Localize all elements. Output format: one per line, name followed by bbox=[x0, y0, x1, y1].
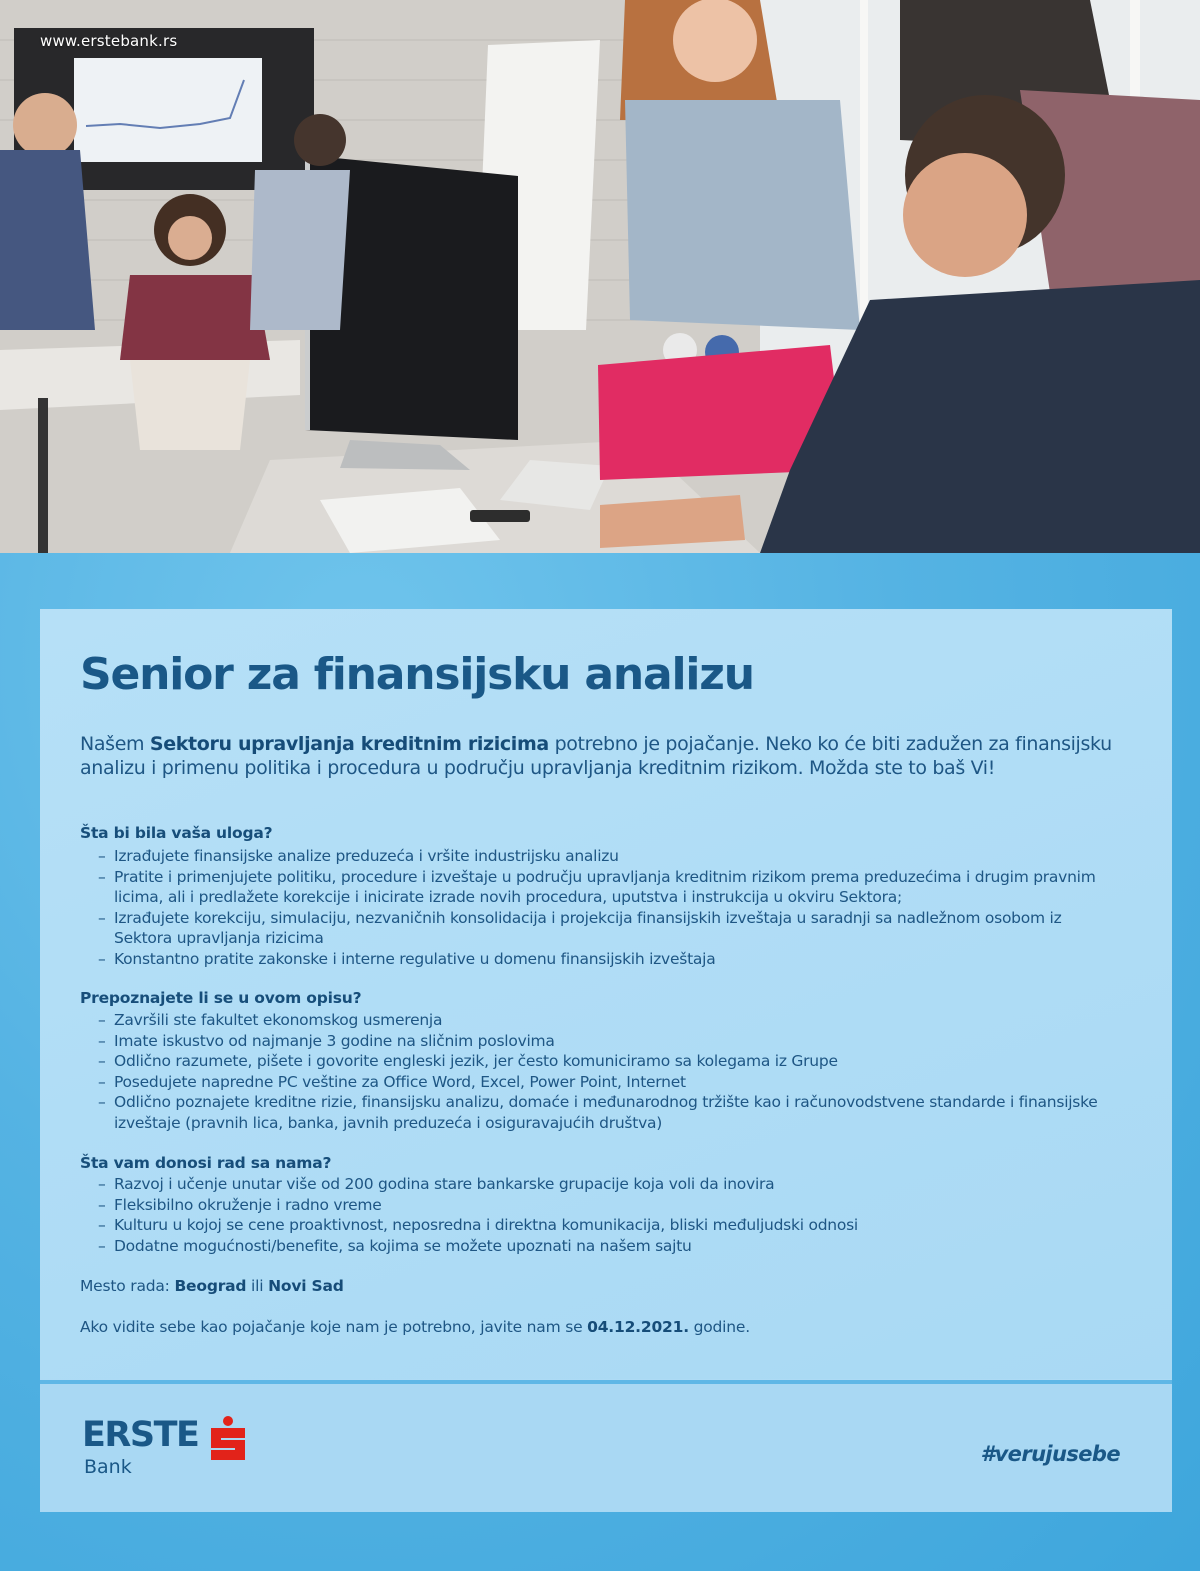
list-item: – Posedujete napredne PC veštine za Office Word, Excel, Power Point, Internet bbox=[80, 1072, 1120, 1093]
list-item: – Izrađujete finansijske analize preduzeća i vršite industrijsku analizu bbox=[80, 846, 1120, 867]
benefits-list bbox=[80, 1174, 1120, 1256]
list-item: – Kulturu u kojoj se cene proaktivnost, neposredna i direktna komunikacija, bliski međuljudski odnosi bbox=[80, 1215, 1120, 1236]
location-city-belgrade: Beograd bbox=[174, 1277, 247, 1295]
list-item: – Izrađujete korekciju, simulaciju, nezvaničnih konsolidacija i projekcija finansijskih izveštaja u saradnji sa nadležnom osobom iz Sektora upravljanja rizicima bbox=[80, 908, 1120, 949]
list-item: – Odlično razumete, pišete i govorite engleski jezik, jer često komuniciramo sa kolegama iz Grupe bbox=[80, 1051, 1120, 1072]
erste-s-icon bbox=[207, 1416, 249, 1462]
role-list bbox=[80, 846, 1120, 969]
location-label: Mesto rada: bbox=[80, 1277, 175, 1295]
location-city-novi-sad: Novi Sad bbox=[268, 1277, 344, 1295]
site-url: www.erstebank.rs bbox=[40, 32, 178, 50]
intro-text-start: Našem bbox=[80, 733, 150, 755]
list-item: – Završili ste fakultet ekonomskog usmerenja bbox=[80, 1010, 1120, 1031]
job-title: Senior za finansijsku analizu bbox=[80, 649, 754, 700]
list-item: – Konstantno pratite zakonske i interne regulative u domenu finansijskih izveštaja bbox=[80, 949, 1120, 970]
list-item: – Razvoj i učenje unutar više od 200 godina stare bankarske grupacije koja voli da inovira bbox=[80, 1174, 1120, 1195]
erste-bank-logo[interactable] bbox=[82, 1414, 262, 1484]
section-heading-requirements: Prepoznajete li se u ovom opisu? bbox=[80, 989, 362, 1007]
job-ad-card bbox=[40, 609, 1172, 1512]
card-footer bbox=[40, 1384, 1172, 1512]
section-heading-role: Šta bi bila vaša uloga? bbox=[80, 824, 273, 842]
logo-subtext: Bank bbox=[84, 1456, 132, 1478]
deadline-text-before: Ako vidite sebe kao pojačanje koje nam je potrebno, javite nam se bbox=[80, 1318, 588, 1336]
list-item: – Fleksibilno okruženje i radno vreme bbox=[80, 1195, 1120, 1216]
application-deadline bbox=[80, 1318, 750, 1336]
campaign-hashtag: #verujusebe bbox=[980, 1442, 1120, 1466]
list-item: – Odlično poznajete kreditne rizie, finansijsku analizu, domaće i međunarodnog tržište kao i računovodstvene standarde i finansijske izveštaje (pravnih lica, banka, javnih preduzeća i osiguravajućih društva) bbox=[80, 1092, 1120, 1133]
list-item: – Pratite i primenjujete politiku, procedure i izveštaje u području upravljanja kreditnim rizikom prema preduzećima i drugim pravnim licima, ali i predlažete korekcije i inicirate izrade novih procedura, uputstva i instrukcija u okviru Sektora; bbox=[80, 867, 1120, 908]
requirements-list bbox=[80, 1010, 1120, 1133]
section-heading-benefits: Šta vam donosi rad sa nama? bbox=[80, 1154, 332, 1172]
list-item: – Dodatne mogućnosti/benefite, sa kojima se možete upoznati na našem sajtu bbox=[80, 1236, 1120, 1257]
location-or: ili bbox=[246, 1277, 269, 1295]
intro-department: Sektoru upravljanja kreditnim rizicima bbox=[149, 733, 549, 755]
office-team-illustration bbox=[0, 0, 1200, 553]
work-location bbox=[80, 1277, 344, 1295]
intro-text-end: potrebno je pojačanje. Neko ko će biti zadužen za finansijsku analizu i primenu politika i procedura u području upravljanja kreditnim rizikom. Možda ste to baš Vi! bbox=[80, 733, 1112, 779]
deadline-date: 04.12.2021. bbox=[587, 1318, 689, 1336]
list-item: – Imate iskustvo od najmanje 3 godine na sličnim poslovima bbox=[80, 1031, 1120, 1052]
job-intro bbox=[80, 732, 1120, 780]
deadline-text-after: godine. bbox=[688, 1318, 750, 1336]
hero-photo bbox=[0, 0, 1200, 553]
logo-wordmark: ERSTE bbox=[82, 1415, 199, 1455]
job-ad-content bbox=[40, 609, 1172, 1379]
